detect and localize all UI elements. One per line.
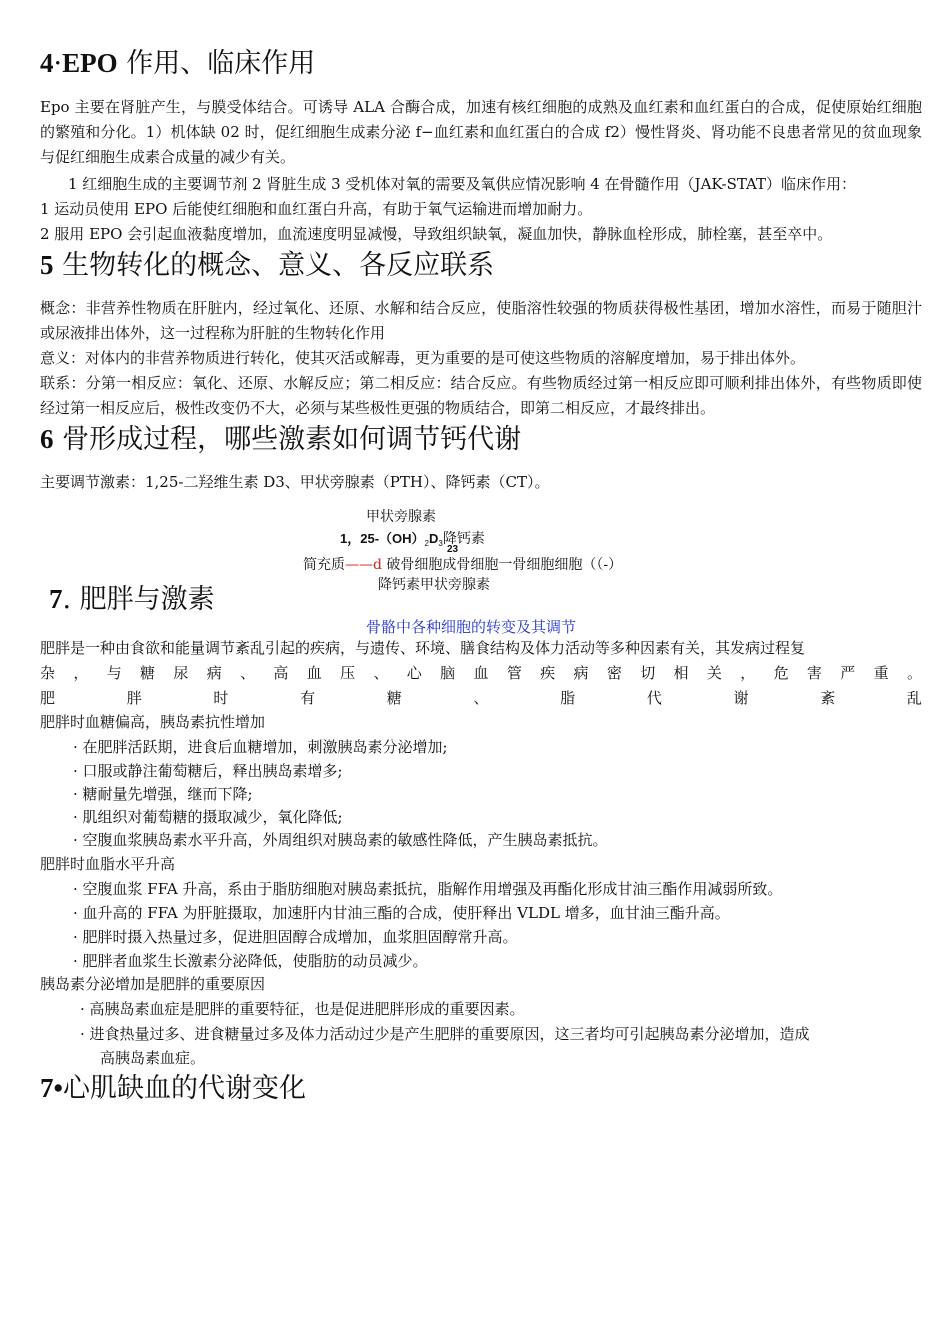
section-number: 4 [40, 48, 54, 78]
justified-char: 压 [340, 664, 356, 682]
diagram-cell-chain [303, 556, 622, 574]
heading-bold-text: EPO [62, 48, 118, 78]
section-4-heading [40, 46, 315, 81]
section-4-paragraph-3: 1 运动员使用 EPO 后能使红细胞和血红蛋白升高，有助于氧气运输进而增加耐力。 [40, 200, 593, 218]
section-6-heading [40, 422, 521, 457]
justified-char: 谢 [733, 689, 749, 707]
diagram-vd-subscript-3: 3 [438, 539, 443, 548]
justified-char: 、 [240, 664, 256, 682]
justified-char: 密 [606, 664, 622, 682]
justified-char: 杂 [40, 664, 56, 682]
justified-char: 相 [673, 664, 689, 682]
justified-char: 有 [300, 689, 316, 707]
list-item: · 血升高的 FFA 为肝脏摄取，加速肝内甘油三酯的合成，使肝释出 VLDL 增多，血甘油三酯升高。 [73, 904, 730, 922]
heading-text: 作用、临床作用 [117, 48, 316, 79]
justified-char: 疾 [540, 664, 556, 682]
section-5-paragraph-1: 概念：非营养性物质在肝脏内，经过氧化、还原、水解和结合反应，使脂溶性较强的物质获得极性基团，增加水溶性，而易于随胆汁或尿液排出体外，这一过程称为肝脏的生物转化作用 [40, 299, 922, 342]
diagram-vd-d: D [428, 531, 439, 546]
heading-text: 心肌缺血的代谢变化 [62, 1073, 306, 1104]
justified-char: 切 [640, 664, 656, 682]
justified-char: 严 [840, 664, 856, 682]
justified-char: 害 [806, 664, 822, 682]
justified-char: 重 [873, 664, 889, 682]
justified-char: ， [740, 664, 756, 682]
justified-char: ， [73, 664, 89, 682]
justified-char: 。 [906, 664, 922, 682]
list-item: · 糖耐量先增强，继而下降; [73, 785, 253, 803]
list-item: · 肥胖者血浆生长激素分泌降低，使脂肪的动员减少。 [73, 952, 428, 970]
diagram-label-vitamin-d [340, 530, 485, 553]
section-7-heading [49, 582, 215, 617]
list-item-continuation: 高胰岛素血症。 [100, 1049, 206, 1067]
section-5-heading [40, 248, 494, 283]
justified-char: 肥 [40, 689, 56, 707]
list-item: · 口服或静注葡萄糖后，释出胰岛素增多; [73, 762, 343, 780]
list-item: · 进食热量过多、进食糖量过多及体力活动过少是产生肥胖的重要原因，这三者均可引起胰岛素分泌增加，造成 [80, 1025, 810, 1043]
justified-char: 乱 [906, 689, 922, 707]
section-4-paragraph-4: 2 服用 EPO 会引起血液黏度增加，血流速度明显减慢，导致组织缺氧，凝血加快，静脉血栓形成，肺栓塞，甚至卒中。 [40, 225, 833, 243]
justified-char: 脂 [560, 689, 576, 707]
diagram-arrow: ——d [345, 557, 382, 573]
justified-char: 危 [773, 664, 789, 682]
section-4-paragraph-1: Epo 主要在肾脏产生，与膜受体结合。可诱导 ALA 合酶合成，加速有核红细胞的成熟及血红素和血红蛋白的合成，促使原始红细胞的繁殖和分化。1）机体缺 02 时，促红细胞生成素分泌 f−血红素和血红蛋白的合成 f2）慢性肾炎、肾功能不良患者常见的贫血现象与促红细胞生成素合成量的减少有关。 [40, 98, 922, 166]
diagram-vd-subscript: 2 [424, 539, 429, 548]
justified-char: 、 [473, 689, 489, 707]
heading-bullet: • [53, 1073, 63, 1103]
justified-char: 、 [373, 664, 389, 682]
justified-char: 糖 [140, 664, 156, 682]
justified-char: 高 [273, 664, 289, 682]
heading-text: 骨形成过程，哪些激素如何调节钙代谢 [53, 424, 522, 455]
diagram-label-pth-top: 甲状旁腺素 [366, 509, 436, 525]
subheading-blood-lipid: 肥胖时血脂水平升高 [40, 855, 176, 873]
diagram-mesenchyme: 简充质 [303, 557, 345, 573]
section-5-paragraph-3: 联系：分第一相反应：氧化、还原、水解反应；第二相反应：结合反应。有些物质经过第一相反应即可顺利排出体外，有些物质即使经过第一相反应后，极性改变仍不大，必须与某些极性更强的物质结合，即第二相反应，才最终排出。 [40, 374, 922, 417]
list-item: · 高胰岛素血症是肥胖的重要特征，也是促进肥胖形成的重要因素。 [80, 1000, 525, 1018]
justified-char: 心 [406, 664, 422, 682]
justified-char: 与 [106, 664, 122, 682]
section-7-paragraph-1: 肥胖是一种由食欲和能量调节紊乱引起的疾病，与遗传、环境、膳食结构及体力活动等多种因素有关，其发病过程复 [40, 639, 806, 657]
justified-char: 病 [573, 664, 589, 682]
justified-char: 病 [206, 664, 222, 682]
justified-char: 关 [706, 664, 722, 682]
diagram-label-bottom: 降钙素甲状旁腺素 [378, 577, 490, 593]
diagram-caption: 骨骼中各种细胞的转变及其调节 [366, 618, 577, 636]
section-5-paragraph-2: 意义：对体内的非营养物质进行转化，使其灭活或解毒，更为重要的是可使这些物质的溶解度增加，易于排出体外。 [40, 349, 806, 367]
list-item: · 空腹血浆胰岛素水平升高，外周组织对胰岛素的敏感性降低，产生胰岛素抵抗。 [73, 831, 608, 849]
heading-dot: · [53, 48, 63, 79]
justified-char: 管 [506, 664, 522, 682]
heading-text: . 肥胖与激素 [62, 584, 215, 615]
section-number: 7 [40, 1073, 54, 1103]
section-7b-heading [40, 1071, 306, 1106]
diagram-calcitonin-top: 降钙素 [442, 531, 485, 547]
section-number: 6 [40, 424, 54, 454]
diagram-cells: 破骨细胞成骨细胞一骨细胞细胞（（-） [381, 557, 623, 573]
justified-char: 胖 [126, 689, 142, 707]
section-number: 7 [49, 584, 63, 614]
subheading-insulin: 胰岛素分泌增加是肥胖的重要原因 [40, 975, 266, 993]
section-7-paragraph-3-justified [40, 686, 922, 711]
justified-char: 时 [213, 689, 229, 707]
list-item: · 肥胖时摄入热量过多，促进胆固醇合成增加，血浆胆固醇常升高。 [73, 928, 518, 946]
list-item: · 在肥胖活跃期，进食后血糖增加，刺激胰岛素分泌增加; [73, 738, 448, 756]
heading-text: 生物转化的概念、意义、各反应联系 [53, 250, 495, 281]
diagram-vd-text: 1，25-（OH） [340, 531, 425, 546]
list-item: · 空腹血浆 FFA 升高，系由于脂肪细胞对胰岛素抵抗，脂解作用增强及再酯化形成甘油三酯作用减弱所致。 [73, 880, 783, 898]
section-4-paragraph-2: 1 红细胞生成的主要调节剂 2 肾脏生成 3 受机体对氧的需要及氧供应情况影响 4 在骨髓作用（JAK-STAT）临床作用： [68, 175, 857, 193]
justified-char: 血 [473, 664, 489, 682]
justified-char: 代 [646, 689, 662, 707]
diagram-label-23: 23 [447, 544, 459, 555]
list-item: · 肌组织对葡萄糖的摄取减少，氧化降低; [73, 808, 343, 826]
justified-char: 脑 [440, 664, 456, 682]
section-6-paragraph-1: 主要调节激素：1,25-二羟维生素 D3、甲状旁腺素（PTH）、降钙素（CT）。 [40, 473, 550, 491]
justified-char: 血 [306, 664, 322, 682]
section-7-paragraph-2-justified [40, 661, 922, 686]
section-number: 5 [40, 250, 54, 280]
justified-char: 尿 [173, 664, 189, 682]
justified-char: 糖 [386, 689, 402, 707]
justified-char: 紊 [820, 689, 836, 707]
subheading-blood-glucose: 肥胖时血糖偏高，胰岛素抗性增加 [40, 713, 266, 731]
